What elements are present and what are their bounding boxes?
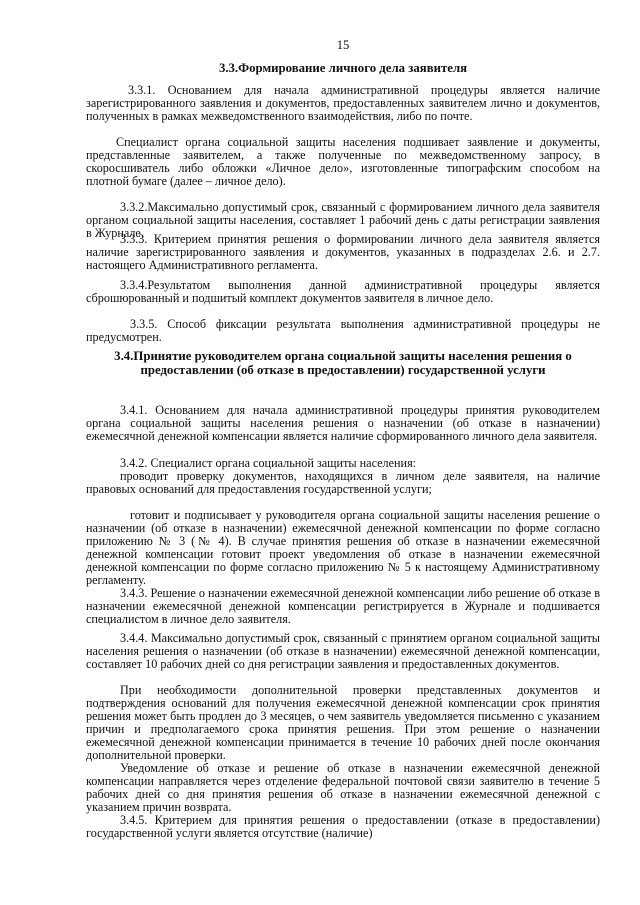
paragraph: Специалист органа социальной защиты населения подшивает заявление и документы, представленные заявителем, а также полученные по межведомственному запросу, в скоросшиватель либо обложки «Личное дело», изготовленные типографским способом на плотной бумаге (далее – личное дело).: [86, 135, 600, 189]
paragraph: 3.3.5. Способ фиксации результата выполнения административной процедуры не предусмотрен.: [86, 317, 600, 345]
paragraph: 3.4.2. Специалист органа социальной защиты населения:: [120, 456, 417, 470]
paragraph: 3.4.1. Основанием для начала административной процедуры принятия руководителем органа социальной защиты населения решения о назначении (об отказе в назначении) ежемесячной денежной компенсации является наличие сформированного личного дела заявителя.: [86, 403, 600, 444]
paragraph: 3.3.3. Критерием принятия решения о формировании личного дела заявителя является наличие зарегистрированного заявления и документов, указанных в подразделах 2.6. и 2.7. настоящего Административного регламента.: [86, 232, 600, 273]
paragraph: 3.3.1. Основанием для начала административной процедуры является наличие зарегистрированного заявления и документов, предоставленных заявителем лично и документов, полученных в рамках межведомственного взаимодействия, либо по почте.: [86, 83, 600, 124]
page-number: 15: [336, 38, 350, 52]
paragraph: 3.4.3. Решение о назначении ежемесячной денежной компенсации либо решение об отказе в назначении ежемесячной денежной компенсации регистрируется в Журнале и подшивается специалистом в личное дело заявителя.: [86, 586, 600, 627]
paragraph: При необходимости дополнительной проверки представленных документов и подтверждения оснований для получения ежемесячной денежной компенсации срок принятия решения может быть продлен до 3 месяцев, о чем заявитель уведомляется письменно с указанием причин и предполагаемого срока принятия решения. При этом решение о назначении ежемесячной денежной компенсации принимается в течение 10 рабочих дней после окончания дополнительной проверки.: [86, 683, 600, 763]
paragraph: 3.3.4.Результатом выполнения данной административной процедуры является сброшюрованный и подшитый комплект документов заявителя в личное дело.: [86, 278, 600, 306]
section-heading: 3.4.Принятие руководителем органа социальной защиты населения решения о предоставлении (об отказе в предоставлении) государственной услуги: [114, 349, 572, 377]
paragraph: проводит проверку документов, находящихся в личном деле заявителя, на наличие правовых оснований для предоставления государственной услуги;: [86, 469, 600, 497]
paragraph: 3.4.4. Максимально допустимый срок, связанный с принятием органом социальной защиты населения решения о назначении (об отказе в назначении) ежемесячной денежной компенсации, составляет 10 рабочих дней со дня регистрации заявления и предоставленных документов.: [86, 631, 600, 672]
paragraph: готовит и подписывает у руководителя органа социальной защиты населения решение о назначении (об отказе в назначении) ежемесячной денежной компенсации по форме согласно приложению № 3 (№ 4). В случае принятия решения об отказе в назначении ежемесячной денежной компенсации готовит проект уведомления об отказе в назначении ежемесячной денежной компенсации по форме согласно приложению № 5 к настоящему Административному регламенту.: [86, 508, 600, 588]
section-heading: 3.3.Формирование личного дела заявителя: [218, 61, 468, 75]
paragraph: 3.4.5. Критерием для принятия решения о предоставлении (отказе в предоставлении) государственной услуги является отсутствие (наличие): [86, 813, 600, 841]
paragraph: Уведомление об отказе и решение об отказе в назначении ежемесячной денежной компенсации направляется через отделение федеральной почтовой связи заявителю в течение 5 рабочих дней со дня принятия решения об отказе в назначении ежемесячной денежной с указанием причин возврата.: [86, 761, 600, 815]
paragraph: 3.3.2.Максимально допустимый срок, связанный с формированием личного дела заявителя органом социальной защиты населения, составляет 1 рабочий день с даты регистрации заявления в Журнале.: [86, 200, 600, 241]
